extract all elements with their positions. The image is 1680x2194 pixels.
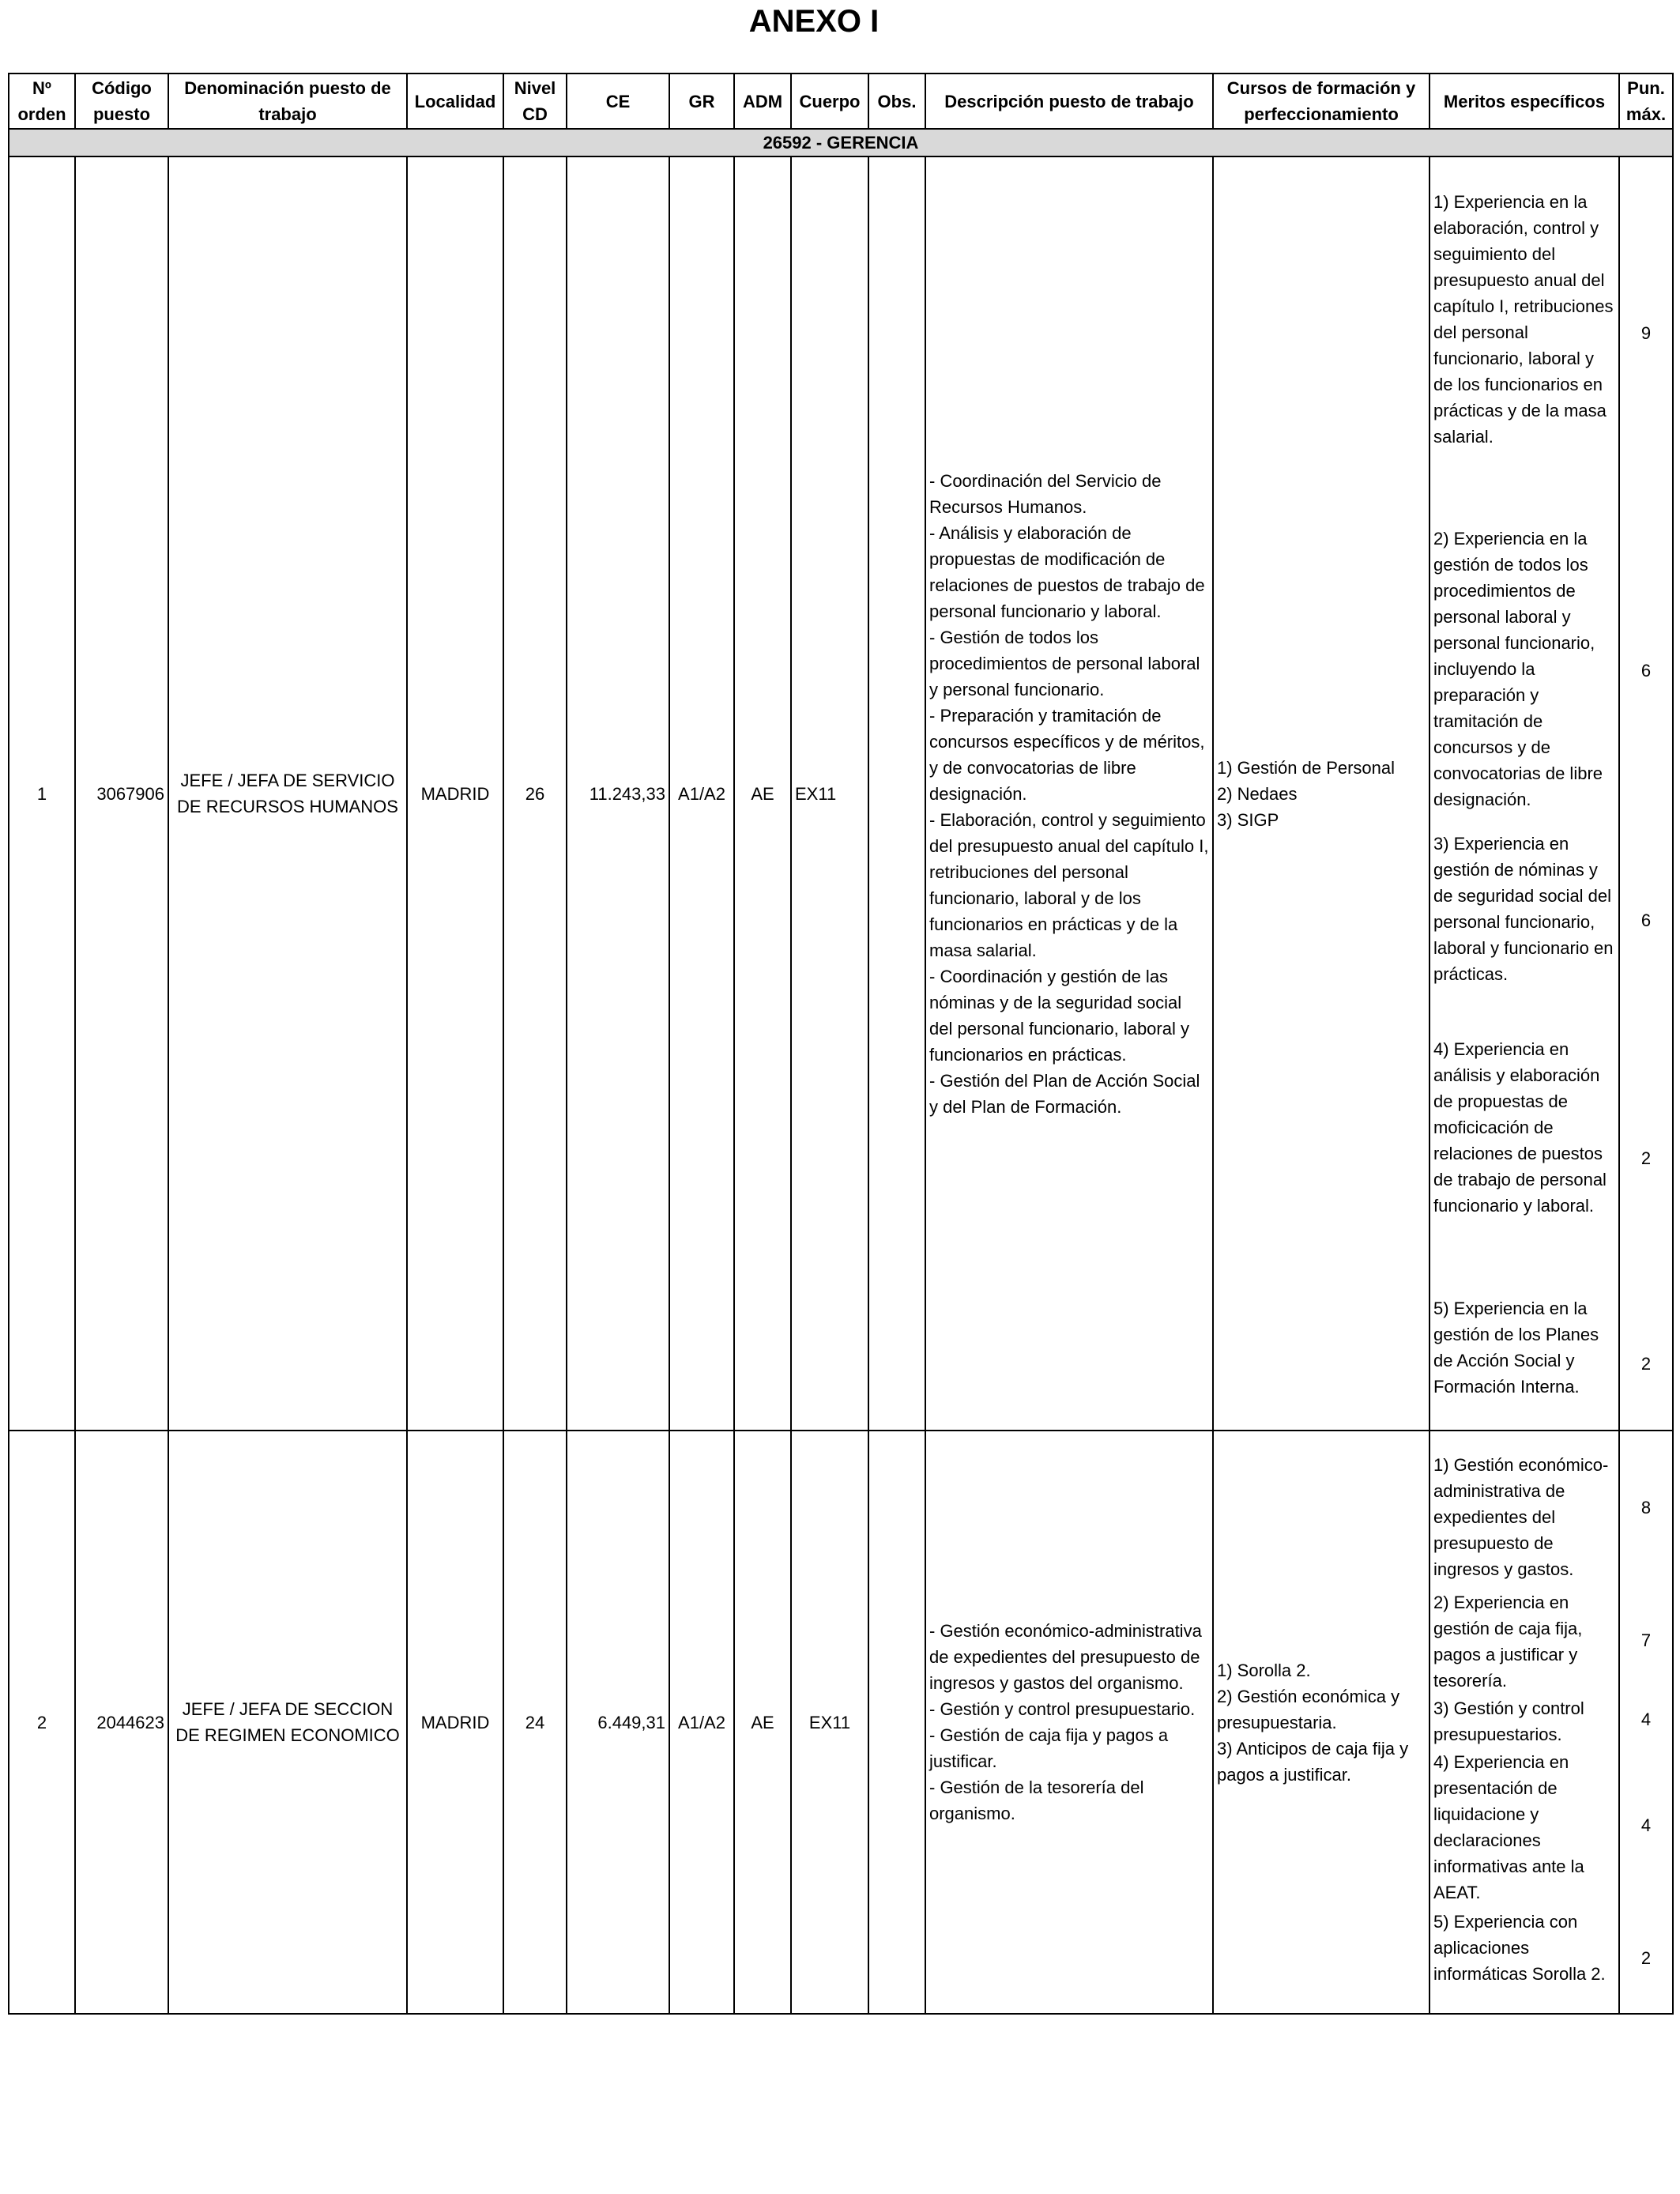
header-num-orden: Nº orden xyxy=(9,74,75,129)
cell-ce: 6.449,31 xyxy=(567,1431,669,2014)
cell-descripcion xyxy=(925,1431,1213,2014)
score-item: 6 xyxy=(1640,910,1652,930)
header-codigo-puesto: Código puesto xyxy=(75,74,168,129)
group-row xyxy=(9,129,1673,156)
score-item: 6 xyxy=(1640,661,1652,680)
score-item: 2 xyxy=(1640,1948,1652,1968)
course-item: 1) Sorolla 2. xyxy=(1217,1660,1311,1680)
cell-gr: A1/A2 xyxy=(669,1431,734,2014)
score-item: 2 xyxy=(1640,1148,1652,1168)
cell-denominacion: JEFE / JEFA DE SERVICIO DE RECURSOS HUMANOS xyxy=(168,156,407,1431)
course-item: 1) Gestión de Personal xyxy=(1217,757,1396,778)
header-cursos: Cursos de formación y perfeccionamiento xyxy=(1213,74,1430,129)
merit-item: 3) Experiencia en gestión de nóminas y de seguridad social del personal funcionario, laboral y funcionario en prácticas. xyxy=(1433,834,1614,984)
course-item: 3) Anticipos de caja fija y pagos a justificar. xyxy=(1217,1738,1409,1785)
score-item: 4 xyxy=(1640,1710,1652,1729)
cell-puntos xyxy=(1619,156,1673,1431)
cell-cursos xyxy=(1213,156,1430,1431)
header-ce: CE xyxy=(567,74,669,129)
table-row xyxy=(9,156,1673,1431)
cell-codigo: 3067906 xyxy=(75,156,168,1431)
cell-nivel: 26 xyxy=(503,156,567,1431)
description-item: - Preparación y tramitación de concursos específicos y de méritos, y de convocatorias de libre designación. xyxy=(929,705,1205,804)
merit-item: 3) Gestión y control presupuestarios. xyxy=(1433,1698,1584,1744)
course-item: 2) Gestión económica y presupuestaria. xyxy=(1217,1686,1400,1732)
merit-item: 5) Experiencia con aplicaciones informáticas Sorolla 2. xyxy=(1433,1912,1606,1984)
score-item: 9 xyxy=(1640,323,1652,343)
merit-item: 4) Experiencia en análisis y elaboración de propuestas de moficicación de relaciones de puestos de trabajo de personal funcionario y laboral. xyxy=(1433,1039,1607,1216)
cell-codigo: 2044623 xyxy=(75,1431,168,2014)
cell-orden: 2 xyxy=(9,1431,75,2014)
cell-denominacion: JEFE / JEFA DE SECCION DE REGIMEN ECONOMICO xyxy=(168,1431,407,2014)
table-header-row xyxy=(9,74,1673,129)
description-item: - Gestión y control presupuestario. xyxy=(929,1699,1196,1719)
description-item: - Gestión de todos los procedimientos de personal laboral y personal funcionario. xyxy=(929,627,1200,699)
description-item: - Elaboración, control y seguimiento del presupuesto anual del capítulo I, retribuciones del personal funcionario, laboral y de los funcionarios en prácticas y de la masa salarial. xyxy=(929,809,1209,960)
cell-orden: 1 xyxy=(9,156,75,1431)
cell-adm: AE xyxy=(734,1431,791,2014)
merit-item: 2) Experiencia en gestión de caja fija, pagos a justificar y tesorería. xyxy=(1433,1593,1583,1691)
cell-cursos xyxy=(1213,1431,1430,2014)
cell-localidad: MADRID xyxy=(407,156,503,1431)
cell-nivel: 24 xyxy=(503,1431,567,2014)
course-item: 2) Nedaes xyxy=(1217,783,1298,804)
header-denominacion: Denominación puesto de trabajo xyxy=(168,74,407,129)
positions-table xyxy=(8,73,1674,2015)
description-item: - Gestión de caja fija y pagos a justificar. xyxy=(929,1725,1169,1771)
cell-cuerpo: EX11 xyxy=(791,156,868,1431)
header-meritos: Meritos específicos xyxy=(1430,74,1619,129)
cell-obs xyxy=(868,156,925,1431)
header-puntuacion: Pun. máx. xyxy=(1619,74,1673,129)
description-item: - Coordinación del Servicio de Recursos Humanos. xyxy=(929,470,1162,517)
merit-item: 1) Gestión económico-administrativa de expedientes del presupuesto de ingresos y gastos. xyxy=(1433,1455,1609,1579)
header-obs: Obs. xyxy=(868,74,925,129)
cell-meritos xyxy=(1430,1431,1619,2014)
cell-puntos xyxy=(1619,1431,1673,2014)
merit-item: 5) Experiencia en la gestión de los Planes de Acción Social y Formación Interna. xyxy=(1433,1299,1599,1397)
header-descripcion: Descripción puesto de trabajo xyxy=(925,74,1213,129)
score-item: 2 xyxy=(1640,1354,1652,1374)
cell-cuerpo: EX11 xyxy=(791,1431,868,2014)
course-item: 3) SIGP xyxy=(1217,809,1279,830)
header-localidad: Localidad xyxy=(407,74,503,129)
cell-localidad: MADRID xyxy=(407,1431,503,2014)
score-item: 8 xyxy=(1640,1498,1652,1517)
cell-meritos xyxy=(1430,156,1619,1431)
description-item: - Análisis y elaboración de propuestas de modificación de relaciones de puestos de trabajo de personal funcionario y laboral. xyxy=(929,522,1205,621)
description-item: - Gestión económico-administrativa de expedientes del presupuesto de ingresos y gastos del organismo. xyxy=(929,1621,1202,1693)
header-gr: GR xyxy=(669,74,734,129)
score-item: 7 xyxy=(1640,1630,1652,1650)
description-item: - Gestión del Plan de Acción Social y del Plan de Formación. xyxy=(929,1070,1200,1117)
header-adm: ADM xyxy=(734,74,791,129)
description-item: - Gestión de la tesorería del organismo. xyxy=(929,1777,1144,1823)
cell-descripcion xyxy=(925,156,1213,1431)
cell-obs xyxy=(868,1431,925,2014)
header-nivel-cd: Nivel CD xyxy=(503,74,567,129)
score-item: 4 xyxy=(1640,1815,1652,1835)
merit-item: 1) Experiencia en la elaboración, control y seguimiento del presupuesto anual del capítulo I, retribuciones del personal funcionario, laboral y de los funcionarios en prácticas y de la masa salarial. xyxy=(1433,192,1614,447)
table-row xyxy=(9,1431,1673,2014)
cell-ce: 11.243,33 xyxy=(567,156,669,1431)
description-item: - Coordinación y gestión de las nóminas y de la seguridad social del personal funcionario, laboral y funcionarios en prácticas. xyxy=(929,966,1189,1065)
page-title: ANEXO I xyxy=(748,4,880,39)
group-label: 26592 - GERENCIA xyxy=(9,129,1673,156)
header-cuerpo: Cuerpo xyxy=(791,74,868,129)
cell-gr: A1/A2 xyxy=(669,156,734,1431)
cell-adm: AE xyxy=(734,156,791,1431)
merit-item: 4) Experiencia en presentación de liquidacione y declaraciones informativas ante la AEAT. xyxy=(1433,1752,1584,1902)
merit-item: 2) Experiencia en la gestión de todos los procedimientos de personal laboral y personal funcionario, incluyendo la preparación y tramitación de concursos y de convocatorias de libre designación. xyxy=(1433,529,1603,809)
